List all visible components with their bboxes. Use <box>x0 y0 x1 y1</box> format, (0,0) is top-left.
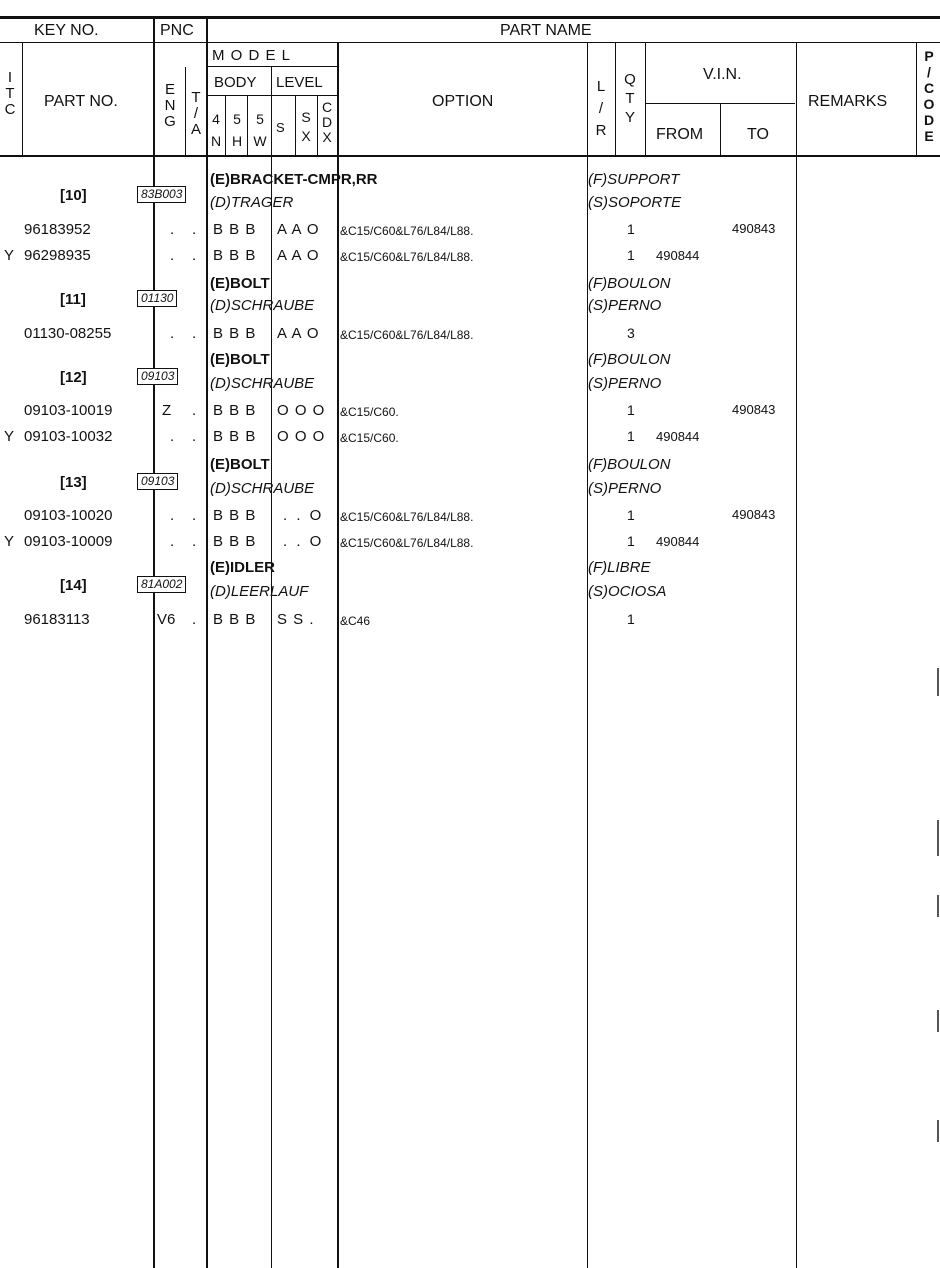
eng-code: V6 <box>157 611 176 628</box>
option-text: &C15/C60&L76/L84/L88. <box>340 250 474 264</box>
key-number: [14] <box>60 577 87 594</box>
level-codes: . . O <box>283 507 322 524</box>
pnc-header: PNC <box>160 22 194 39</box>
option-text: &C15/C60. <box>340 431 399 445</box>
body-col-5h: 5 H <box>231 111 243 149</box>
body-codes: B B B <box>213 507 256 524</box>
vin-from: 490844 <box>656 534 700 549</box>
scan-mark <box>937 1010 939 1032</box>
option-text: &C15/C60&L76/L84/L88. <box>340 328 474 342</box>
vin-header: V.I.N. <box>703 66 742 83</box>
option-text: &C15/C60. <box>340 405 399 419</box>
key-number: [10] <box>60 187 87 204</box>
scan-mark <box>937 820 939 856</box>
name-spanish: (S)OCIOSA <box>588 583 667 600</box>
vin-from: 490844 <box>656 248 700 263</box>
quantity: 1 <box>627 428 635 444</box>
pnc-code: 83B003 <box>137 186 186 203</box>
level-codes: O O O <box>277 402 325 419</box>
name-spanish: (S)PERNO <box>588 375 662 392</box>
ta-code: . <box>192 428 197 445</box>
part-number: 96183952 <box>24 221 91 238</box>
name-english: (E)IDLER <box>210 559 275 576</box>
quantity: 1 <box>627 507 635 523</box>
scan-mark <box>937 1120 939 1142</box>
body-codes: B B B <box>213 221 256 238</box>
eng-code: . <box>170 533 175 550</box>
name-english: (E)BOLT <box>210 456 270 473</box>
pcode-header: P / C O D E <box>923 48 935 144</box>
qty-header: Q T Y <box>624 71 636 126</box>
part-number: 09103-10009 <box>24 533 113 550</box>
ta-code: . <box>192 611 197 628</box>
lr-header: L / R <box>595 78 607 139</box>
option-text: &C46 <box>340 614 371 628</box>
body-codes: B B B <box>213 611 256 628</box>
level-codes: A A O <box>277 221 319 238</box>
part-name-header: PART NAME <box>500 22 592 39</box>
body-codes: B B B <box>213 247 256 264</box>
ta-code: . <box>192 247 197 264</box>
itc-header: I T C <box>4 69 16 118</box>
vin-to-header: TO <box>747 126 769 143</box>
option-text: &C15/C60&L76/L84/L88. <box>340 510 474 524</box>
itc-flag: Y <box>4 428 15 445</box>
vin-from-header: FROM <box>656 126 704 143</box>
body-codes: B B B <box>213 402 256 419</box>
part-no-header: PART NO. <box>44 93 118 110</box>
eng-code: Z <box>162 402 172 419</box>
name-german: (D)SCHRAUBE <box>210 297 315 314</box>
name-spanish: (S)SOPORTE <box>588 194 682 211</box>
ta-code: . <box>192 507 197 524</box>
name-spanish: (S)PERNO <box>588 297 662 314</box>
ta-code: . <box>192 325 197 342</box>
option-text: &C15/C60&L76/L84/L88. <box>340 536 474 550</box>
name-french: (F)LIBRE <box>588 559 651 576</box>
name-german: (D)SCHRAUBE <box>210 375 315 392</box>
name-french: (F)BOULON <box>588 456 671 473</box>
quantity: 1 <box>627 533 635 549</box>
level-codes: A A O <box>277 325 319 342</box>
body-codes: B B B <box>213 533 256 550</box>
name-german: (D)LEERLAUF <box>210 583 309 600</box>
part-number: 96183113 <box>24 611 90 628</box>
ta-code: . <box>192 402 197 419</box>
pnc-code: 81A002 <box>137 576 186 593</box>
level-codes: O O O <box>277 428 325 445</box>
name-spanish: (S)PERNO <box>588 480 662 497</box>
eng-code: . <box>170 428 175 445</box>
name-english: (E)BRACKET-CMPR,RR <box>210 171 378 188</box>
pnc-code: 01130 <box>137 290 177 307</box>
part-number: 01130-08255 <box>24 325 112 342</box>
vin-to: 490843 <box>732 402 776 417</box>
option-header: OPTION <box>432 93 494 110</box>
part-number: 96298935 <box>24 247 91 264</box>
name-english: (E)BOLT <box>210 275 270 292</box>
part-number: 09103-10032 <box>24 428 113 445</box>
eng-code: . <box>170 325 175 342</box>
name-english: (E)BOLT <box>210 351 270 368</box>
level-col-s: S <box>276 120 285 135</box>
eng-code: . <box>170 221 175 238</box>
key-no-header: KEY NO. <box>34 22 99 39</box>
quantity: 1 <box>627 247 635 263</box>
vin-to: 490843 <box>732 221 776 236</box>
level-col-sx: S X <box>301 109 311 144</box>
key-number: [11] <box>60 291 86 308</box>
model-header: M O D E L <box>212 47 292 64</box>
pnc-code: 09103 <box>137 368 178 385</box>
part-number: 09103-10020 <box>24 507 113 524</box>
eng-code: . <box>170 247 175 264</box>
ta-header: T / A <box>190 89 201 138</box>
name-german: (D)SCHRAUBE <box>210 480 315 497</box>
pnc-code: 09103 <box>137 473 178 490</box>
ta-code: . <box>192 533 197 550</box>
eng-header: E N G <box>164 81 176 130</box>
ta-code: . <box>192 221 197 238</box>
key-number: [12] <box>60 369 87 386</box>
option-text: &C15/C60&L76/L84/L88. <box>340 224 474 238</box>
body-col-5w: 5 W <box>253 111 267 149</box>
quantity: 3 <box>627 325 635 341</box>
vin-from: 490844 <box>656 429 700 444</box>
level-codes: A A O <box>277 247 319 264</box>
itc-flag: Y <box>4 247 15 264</box>
itc-flag: Y <box>4 533 15 550</box>
part-number: 09103-10019 <box>24 402 113 419</box>
scan-mark <box>937 895 939 917</box>
quantity: 1 <box>627 611 635 627</box>
name-french: (F)BOULON <box>588 275 671 292</box>
key-number: [13] <box>60 474 87 491</box>
level-codes: . . O <box>283 533 322 550</box>
level-header: LEVEL <box>276 74 323 91</box>
body-header: BODY <box>214 74 257 91</box>
name-french: (F)BOULON <box>588 351 671 368</box>
body-codes: B B B <box>213 428 256 445</box>
level-codes: S S . <box>277 611 314 628</box>
vin-to: 490843 <box>732 507 776 522</box>
body-codes: B B B <box>213 325 256 342</box>
quantity: 1 <box>627 402 635 418</box>
name-german: (D)TRAGER <box>210 194 294 211</box>
scan-mark <box>937 668 939 696</box>
level-col-cdx: C D X <box>321 99 333 145</box>
eng-code: . <box>170 507 175 524</box>
quantity: 1 <box>627 221 635 237</box>
remarks-header: REMARKS <box>808 93 888 110</box>
body-col-4n: 4 N <box>210 111 222 149</box>
name-french: (F)SUPPORT <box>588 171 680 188</box>
